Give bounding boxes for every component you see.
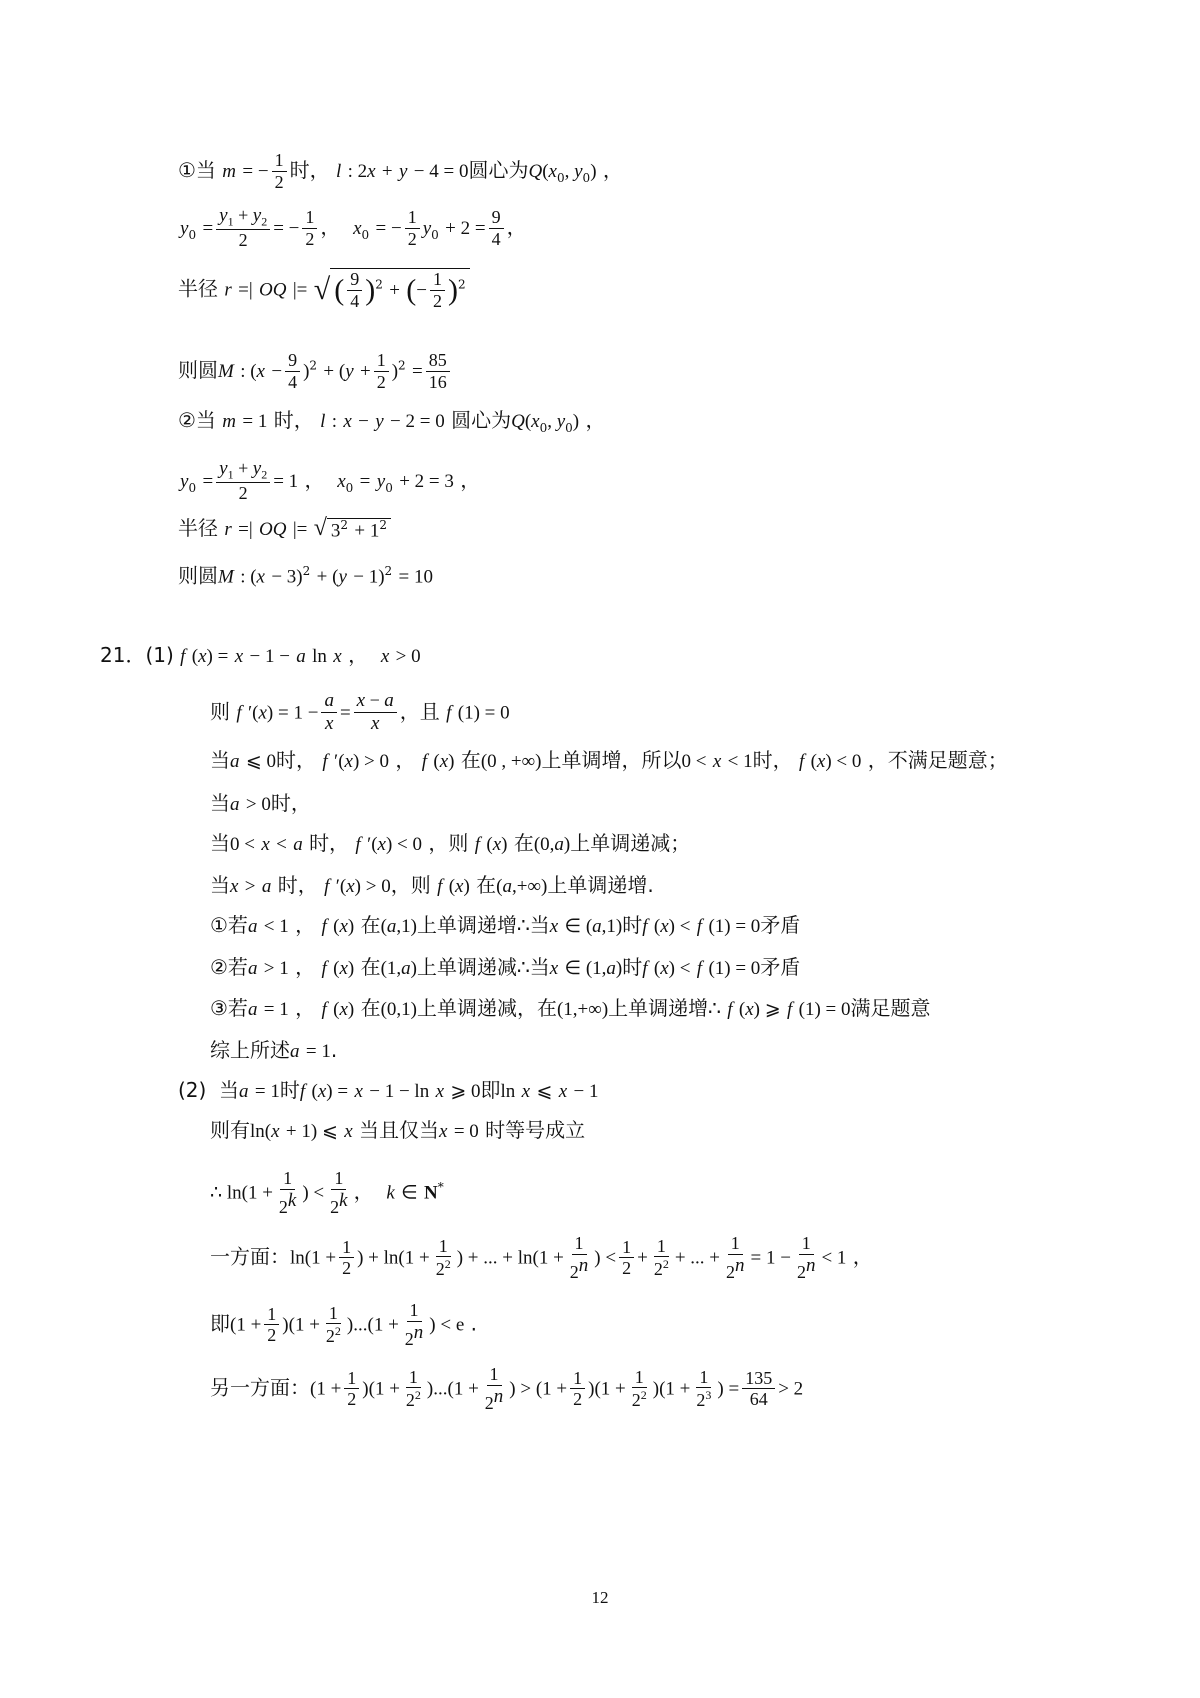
line-q21-function: 21．(1) f (x) = x − 1 − a ln x ， x > 0 [100,643,421,667]
line-case2-circle: 则圆M : $(x - 3)^2 + (y - 1)^2 = 10$ [178,563,433,588]
line-case1-condition: ①当 m = − $\frac{1}{2}$ 时， l : 2x + y − 4 = 0圆心为$Q(x_0$, $y_0$) ， [178,150,623,192]
line-case1-center: $y_0$ = $\frac{y_1 + y_2}{2}$ = − $\frac{1}{2}$ ， $x_0$ = − $\frac{1}{2}$ $y_0 + 2$ = $\frac{9}{4}$ ， [180,205,527,251]
line-increasing-interval: 当x > a 时， f ′(x) > 0，则 f (x) 在(a,+∞)上单调递增. [210,873,654,897]
line-derivative: 则 f ′(x) = 1 − $\frac{a}{x}$ = $\frac{x - a}{x}$ ，且 f (1) = 0 [210,690,510,734]
line-subcase-a-equal-1: ③若a = 1 ， f (x) 在(0,1)上单调递减，在(1,+∞)上单调递增∴ f (x) ⩾ f (1) = 0满足题意 [210,996,931,1020]
line-case2-radius: 半径 r =| OQ |= √ $3^2 + 1^2$ [178,516,391,541]
line-case2-center: $y_0$ = $\frac{y_1 + y_2}{2}$ = 1 ， $x_0 = y_0 + 2 = 3$ ， [180,458,481,504]
line-one-side: 一方面：ln(1 + $\frac{1}{2}$ ) + ln(1 + $\frac{1}{2^2}$ ) + ... + ln(1 + $\frac{1}{2^n}$ ) < $\frac{1}{2}$ + $\frac{1}{2^2}$ + ... + $\frac{1}{2^n}$ = 1 − $\frac{1}{2^n}$ < 1 ， [210,1233,873,1282]
line-case1-radius: 半径 r =| OQ |= √ ( $\frac{9}{4}$ )$^2$ + (− $\frac{1}{2}$ )$^2$ [178,268,470,312]
line-ln-bound: ∴ ln(1 + $\frac{1}{2^k}$ ) < $\frac{1}{2^k}$ ， k ∈ N* [210,1168,444,1217]
line-decreasing-interval: 当0 < x < a 时， f ′(x) < 0 ，则 f (x) 在(0,a)上单调递减； [210,831,691,855]
line-a-nonpositive: 当a ⩽ 0时， f ′(x) > 0 ， f (x) 在(0 , +∞)上单调增，所以0 < x < 1时， f (x) < 0 ，不满足题意； [210,748,1008,772]
line-product-upper: 即(1 + $\frac{1}{2}$ )(1 + $\frac{1}{2^2}$ )...(1 + $\frac{1}{2^n}$ ) < e . [210,1300,477,1349]
line-other-side: 另一方面：(1 + $\frac{1}{2}$ )(1 + $\frac{1}{2^2}$ )...(1 + $\frac{1}{2^n}$ ) > (1 + $\frac{1}{2}$ )(1 + $\frac{1}{2^2}$ )(1 + $\frac{1}{2^3}$ ) = $\frac{135}{64}$ > 2 [210,1364,804,1413]
line-subcase-a-greater-1: ②若a > 1 ， f (x) 在(1,a)上单调递减∴当x ∈ (1,a)时f (x) < f (1) = 0矛盾 [210,955,801,979]
line-ln-inequality: 则有ln(x + 1) ⩽ x 当且仅当x = 0 时等号成立 [210,1118,586,1142]
line-part2-inequality: (2) 当a = 1时f (x) = x − 1 − ln x ⩾ 0即ln x ⩽ x − 1 [178,1078,599,1102]
line-conclusion: 综上所述a = 1. [210,1038,338,1062]
line-subcase-a-less-1: ①若a < 1 ， f (x) 在(a,1)上单调递增∴当x ∈ (a,1)时f (x) < f (1) = 0矛盾 [210,913,801,937]
line-case2-condition: ②当 m = 1 时， l : x − y − 2 = 0 圆心为$Q(x_0$, $y_0$) ， [178,408,606,435]
line-a-positive: 当a > 0时， [210,791,311,815]
line-case1-circle: 则圆M : (x − $\frac{9}{4}$ )$^2$ + (y + $\frac{1}{2}$ )$^2$ = $\frac{85}{16}$ [178,350,453,393]
page-number: 12 [591,1588,609,1607]
